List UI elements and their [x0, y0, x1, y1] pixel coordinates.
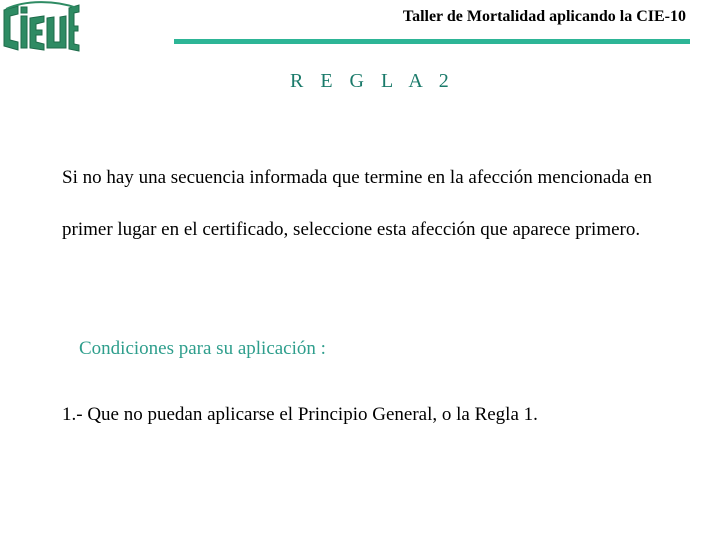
- header-title: Taller de Mortalidad aplicando la CIE-10: [402, 8, 686, 25]
- conditions-title: Condiciones para su aplicación :: [79, 338, 326, 359]
- rule-heading: R E G L A 2: [290, 70, 455, 92]
- header-divider: [174, 39, 690, 44]
- condition-item: 1.- Que no puedan aplicarse el Principio General, o la Regla 1.: [62, 404, 538, 425]
- logo-mark: [0, 0, 80, 54]
- rule-description: Si no hay una secuencia informada que termine en la afección mencionada en primer lugar en el certificado, seleccione esta afección que aparece primero.: [62, 167, 652, 240]
- logo: [0, 0, 80, 54]
